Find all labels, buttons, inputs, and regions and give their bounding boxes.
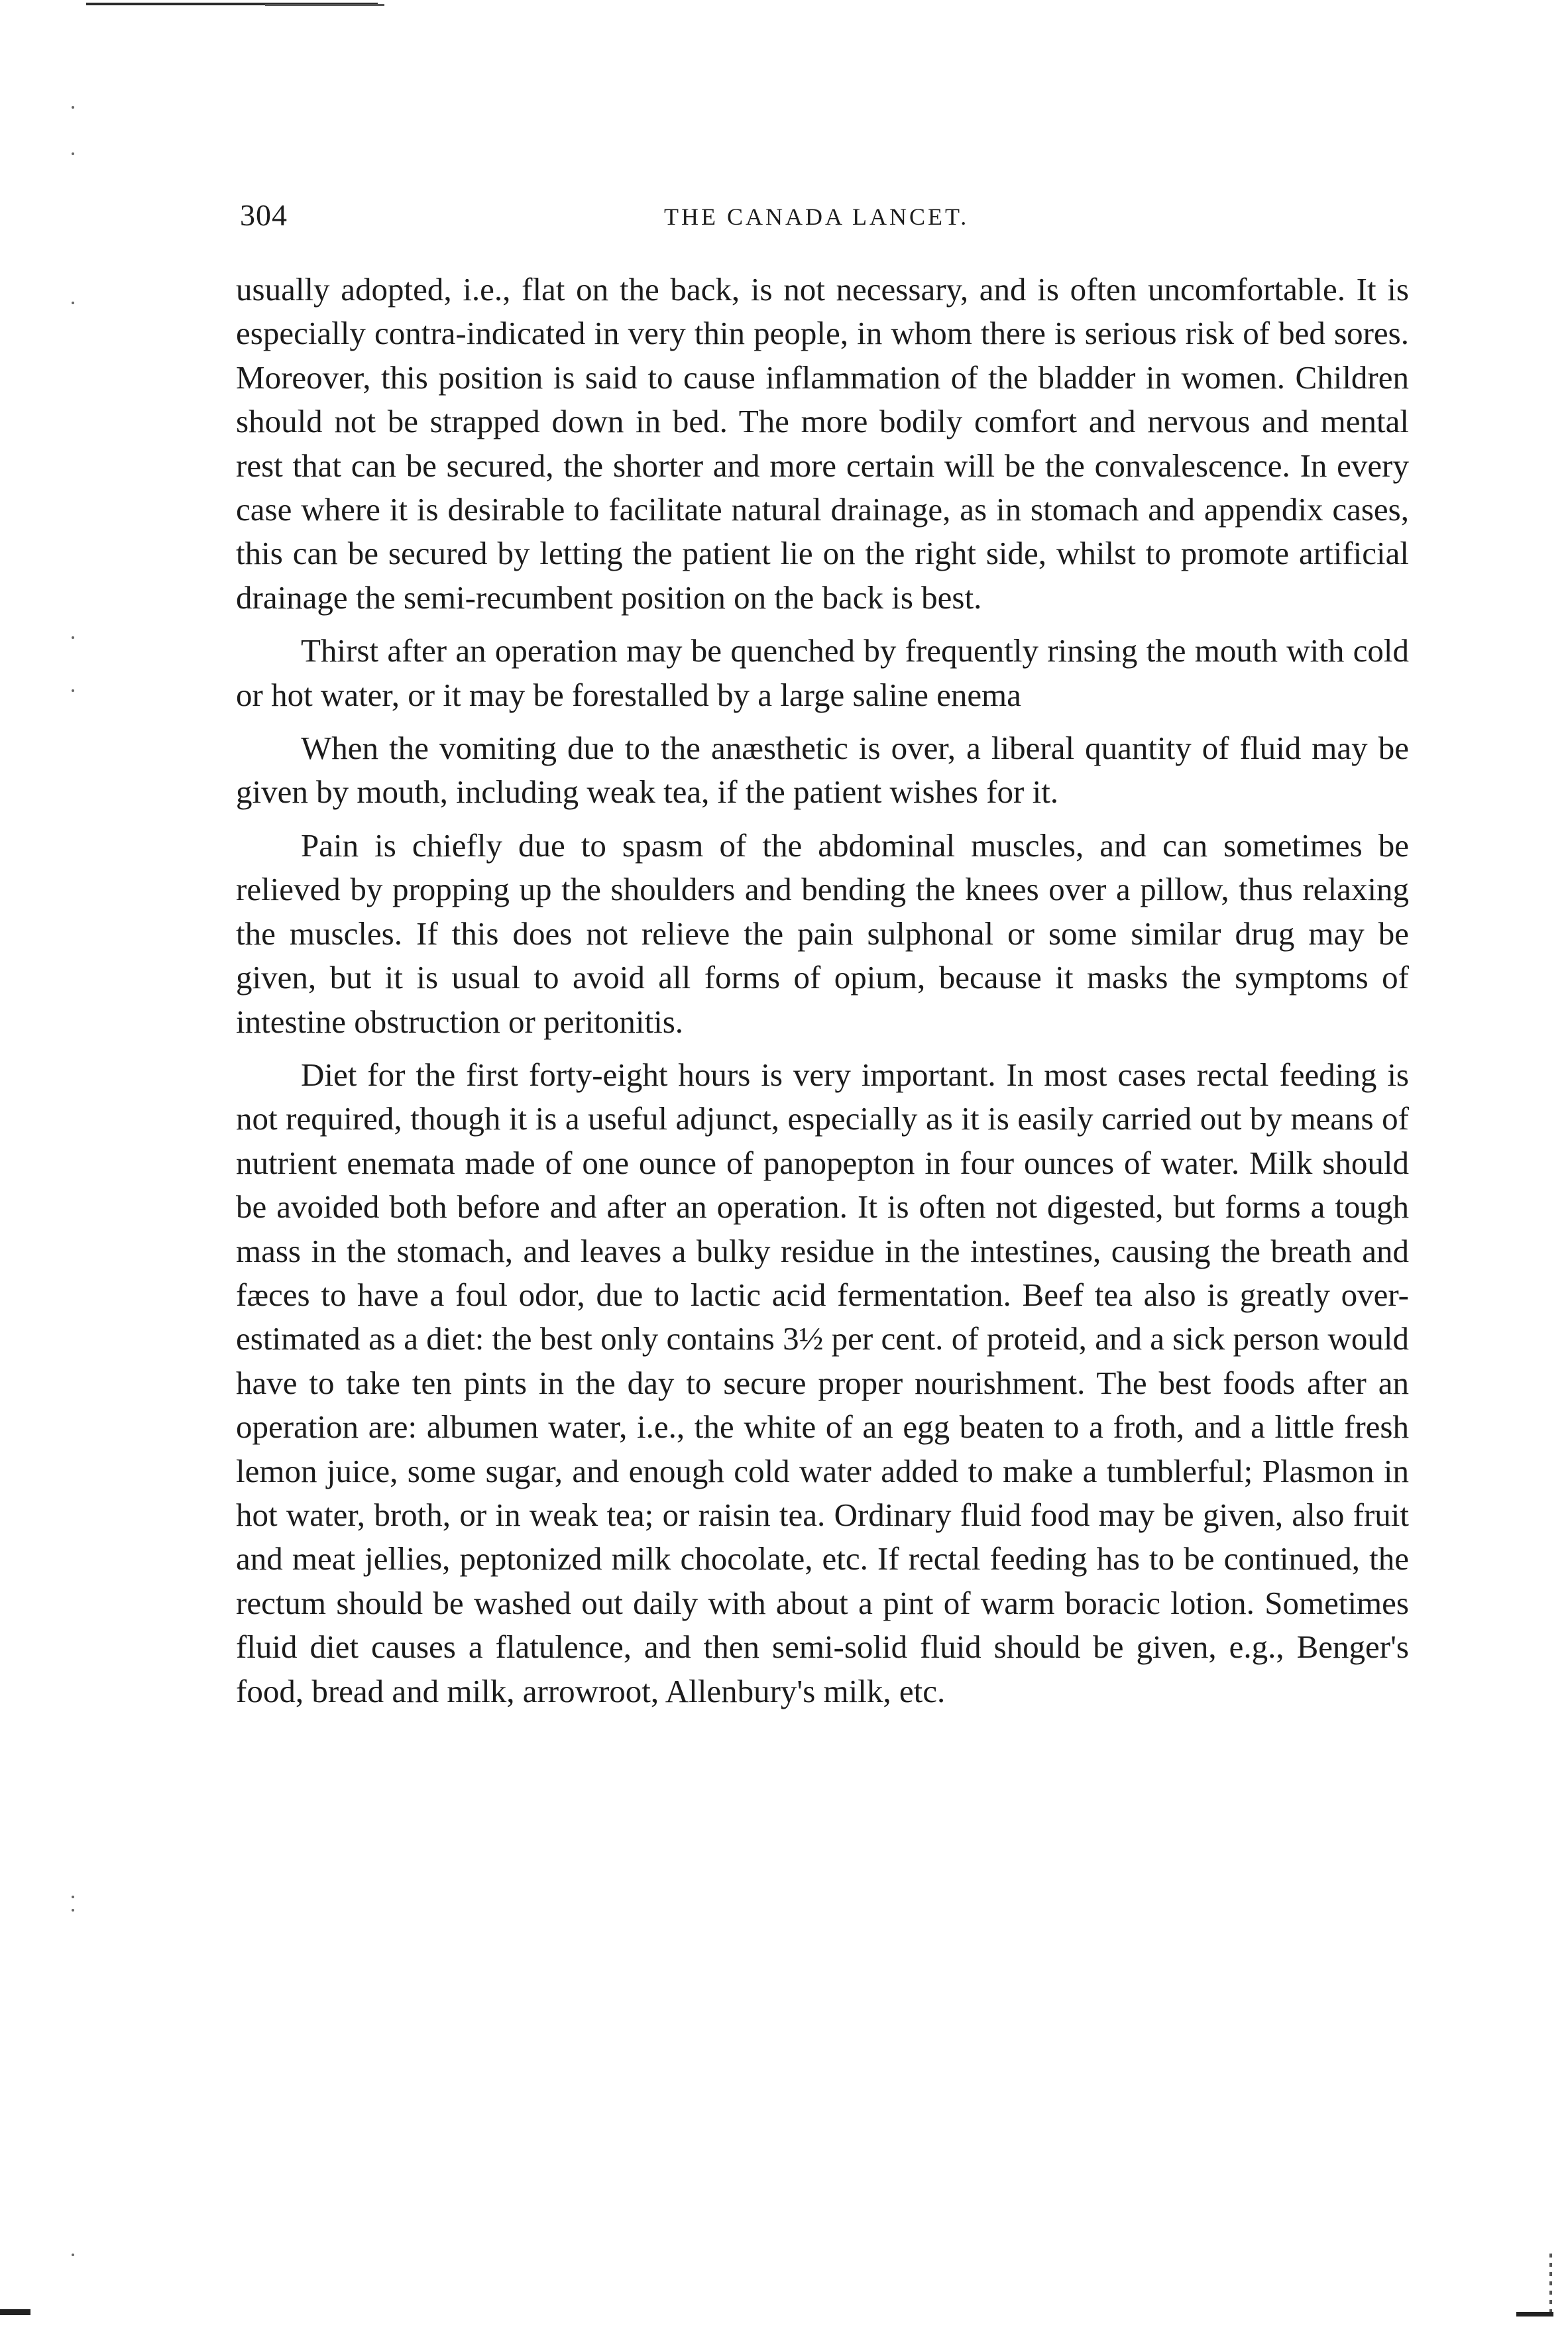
scan-edge-dot [72,636,74,639]
page-header [240,198,1009,237]
paragraph-pain: Pain is chiefly due to spasm of the abdominal muscles, and can sometimes be relieved by propping up the shoulders and bending the knees over a pillow, thus relaxing the muscles. If this does not relieve the pain sulphonal or some similar drug may be given, but it is usual to avoid all forms of opium, because it masks the symptoms of intestine obstruction or peritonitis. [236,827,1409,1040]
scan-edge-dot [72,2254,74,2256]
scan-corner-mark-right [1516,2312,1553,2316]
page-number: 304 [240,198,288,232]
article-body [236,268,1409,1723]
scan-edge-dot [72,152,74,155]
paragraph-thirst: Thirst after an operation may be quenched by frequently rinsing the mouth with cold or hot water, or it may be forestalled by a large saline enema [236,632,1409,713]
paragraph-continuation: usually adopted, i.e., flat on the back, is not necessary, and is often uncomfortable. It is especially contra-indicated in very thin people, in whom there is serious risk of bed sores. Moreover, this position is said to cause inflammation of the bladder in women. Children should not be strapped down in bed. The more bodily comfort and nervous and mental rest that can be secured, the shorter and more certain will be the convalescence. In every case where it is desirable to facilitate natural drainage, as in stomach and appendix cases, this can be secured by letting the patient lie on the right side, whilst to promote artificial drainage the semi-recumbent position on the back is best. [236,271,1409,616]
scan-edge-dot [72,1896,74,1898]
scan-edge-dot [72,689,74,692]
scan-edge-dot [72,1909,74,1912]
paragraph-diet: Diet for the first forty-eight hours is very important. In most cases rectal feeding is not required, though it is a useful adjunct, especially as it is easily carried out by means of nutrient enemata made of one ounce of panopepton in four ounces of water. Milk should be avoided both before and after an operation. It is often not digested, but forms a tough mass in the stomach, and leaves a bulky residue in the intestines, causing the breath and fæces to have a foul odor, due to lactic acid fermentation. Beef tea also is greatly over-estimated as a diet: the best only contains 3½ per cent. of proteid, and a sick person would have to take ten pints in the day to secure proper nourishment. The best foods after an operation are: albumen water, i.e., the white of an egg beaten to a froth, and a little fresh lemon juice, some sugar, and enough cold water added to make a tumblerful; Plasmon in hot water, broth, or in weak tea; or raisin tea. Ordinary fluid food may be given, also fruit and meat jellies, peptonized milk chocolate, etc. If rectal feeding has to be continued, the rectum should be washed out daily with about a pint of warm boracic lotion. Sometimes fluid diet causes a flatulence, and then semi-solid fluid should be given, e.g., Benger's food, bread and milk, arrowroot, Allenbury's milk, etc. [236,1056,1409,1709]
paragraph-vomiting: When the vomiting due to the anæsthetic is over, a liberal quantity of fluid may be given by mouth, including weak tea, if the patient wishes for it. [236,730,1409,811]
scan-edge-dot [72,302,74,304]
scan-corner-mark-left [0,2309,30,2315]
scan-edge-dot [72,106,74,109]
scan-edge-rule-secondary [265,4,384,6]
running-head: THE CANADA LANCET. [664,203,970,230]
scan-corner-tick-right [1549,2254,1552,2313]
